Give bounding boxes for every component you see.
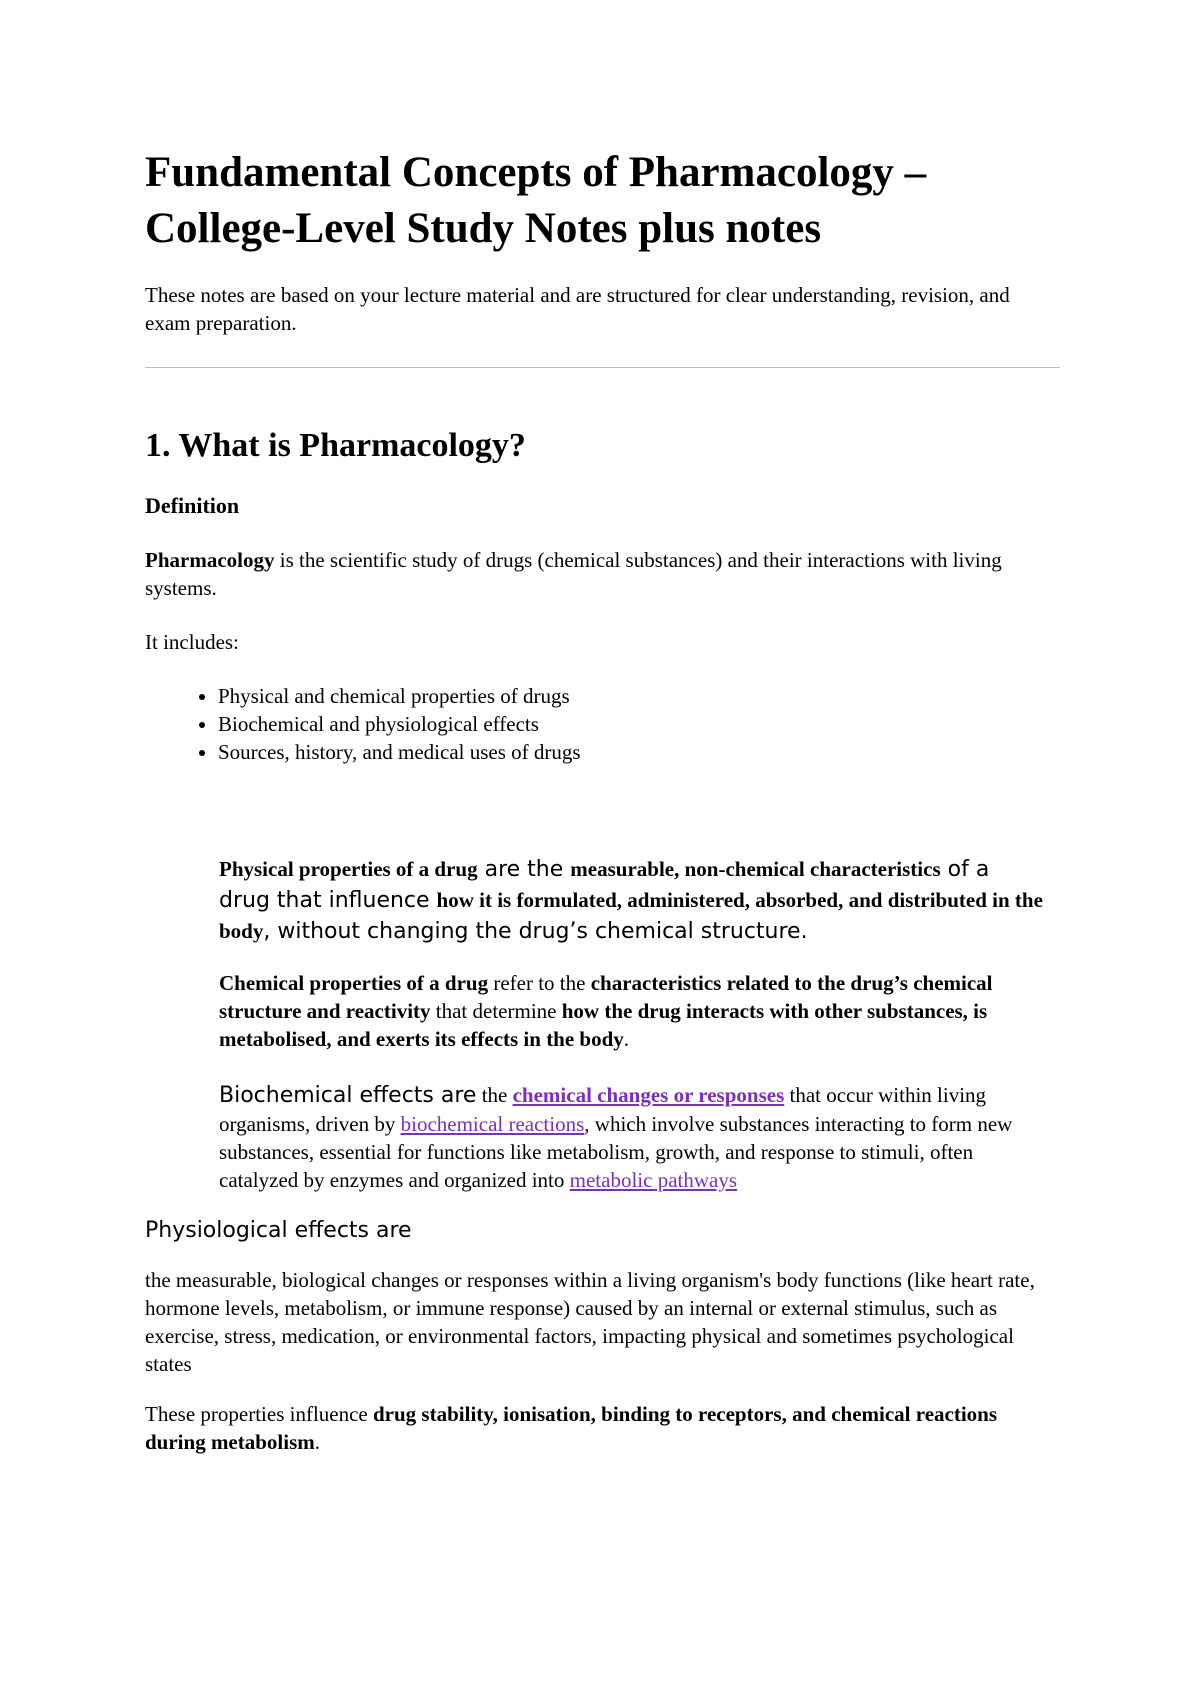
- chemical-bold-2: how the drug interacts with other substances, is metabolised, and exerts its effects in the body: [219, 999, 988, 1051]
- link-chemical-changes[interactable]: chemical changes or responses: [512, 1083, 785, 1107]
- includes-label: It includes:: [145, 630, 239, 654]
- chemical-text-3: .: [623, 1027, 630, 1051]
- link-biochemical-reactions[interactable]: biochemical reactions: [400, 1112, 585, 1136]
- physical-text-3: , without changing the drug’s chemical structure.: [263, 919, 808, 944]
- includes-list: [145, 682, 1060, 766]
- properties-text-2: .: [314, 1430, 321, 1454]
- chemical-text-1: refer to the: [488, 971, 591, 995]
- definition-term: Pharmacology: [145, 548, 275, 572]
- definition-paragraph: [145, 546, 1060, 602]
- document-page: [145, 0, 1060, 1456]
- title-line-1: Fundamental Concepts of Pharmacology –: [145, 149, 927, 196]
- biochemical-lead: Biochemical effects are: [219, 1083, 477, 1108]
- physical-properties-paragraph: [219, 854, 1044, 947]
- physiological-effects-heading: Physiological effects are: [145, 1218, 412, 1243]
- section-1-heading: 1. What is Pharmacology?: [145, 427, 526, 464]
- properties-text-1: These properties influence: [145, 1402, 373, 1426]
- title-line-2: College-Level Study Notes plus notes: [145, 205, 822, 252]
- physical-bold-1: measurable, non-chemical characteristics: [570, 857, 941, 881]
- definition-text: is the scientific study of drugs (chemical substances) and their interactions with living systems.: [145, 548, 1002, 600]
- properties-bold: drug stability, ionisation, binding to receptors, and chemical reactions during metabolism: [145, 1402, 998, 1454]
- physical-bold-2: how it is formulated, administered, absorbed, and distributed in the body: [219, 888, 1043, 943]
- list-item: • Physical and chemical properties of drugs: [218, 682, 1060, 710]
- properties-influence-paragraph: [145, 1400, 1060, 1456]
- physical-text-2: of a drug that influence: [219, 857, 990, 913]
- biochemical-text-1: the: [476, 1083, 513, 1107]
- intro-paragraph: These notes are based on your lecture material and are structured for clear understanding, revision, and exam preparation.: [145, 283, 1010, 335]
- biochemical-text-2: that occur within living organisms, driven by: [219, 1083, 987, 1136]
- chemical-term: Chemical properties of a drug: [219, 971, 489, 995]
- document-title: [145, 145, 1060, 257]
- list-item: • Biochemical and physiological effects: [218, 710, 1060, 738]
- physical-text-1: are the: [477, 857, 571, 882]
- list-item: • Sources, history, and medical uses of drugs: [218, 738, 1060, 766]
- chemical-text-2: that determine: [430, 999, 562, 1023]
- link-metabolic-pathways[interactable]: metabolic pathways: [569, 1168, 738, 1192]
- chemical-properties-paragraph: [219, 969, 1044, 1053]
- biochemical-effects-paragraph: [219, 1081, 1044, 1194]
- biochemical-text-3: , which involve substances interacting to form new substances, essential for functions like metabolism, growth, and response to stimuli, often catalyzed by enzymes and organized into: [219, 1112, 1013, 1192]
- physical-term: Physical properties of a drug: [219, 857, 478, 881]
- horizontal-rule: [145, 367, 1060, 368]
- definition-heading: Definition: [145, 493, 240, 518]
- chemical-bold-1: characteristics related to the drug’s chemical structure and reactivity: [219, 971, 993, 1023]
- physiological-effects-text: the measurable, biological changes or responses within a living organism's body functions (like heart rate, hormone levels, metabolism, or immune response) caused by an internal or external stimulus, such as exercise, stress, medication, or environmental factors, impacting physical and sometimes psychological states: [145, 1268, 1035, 1376]
